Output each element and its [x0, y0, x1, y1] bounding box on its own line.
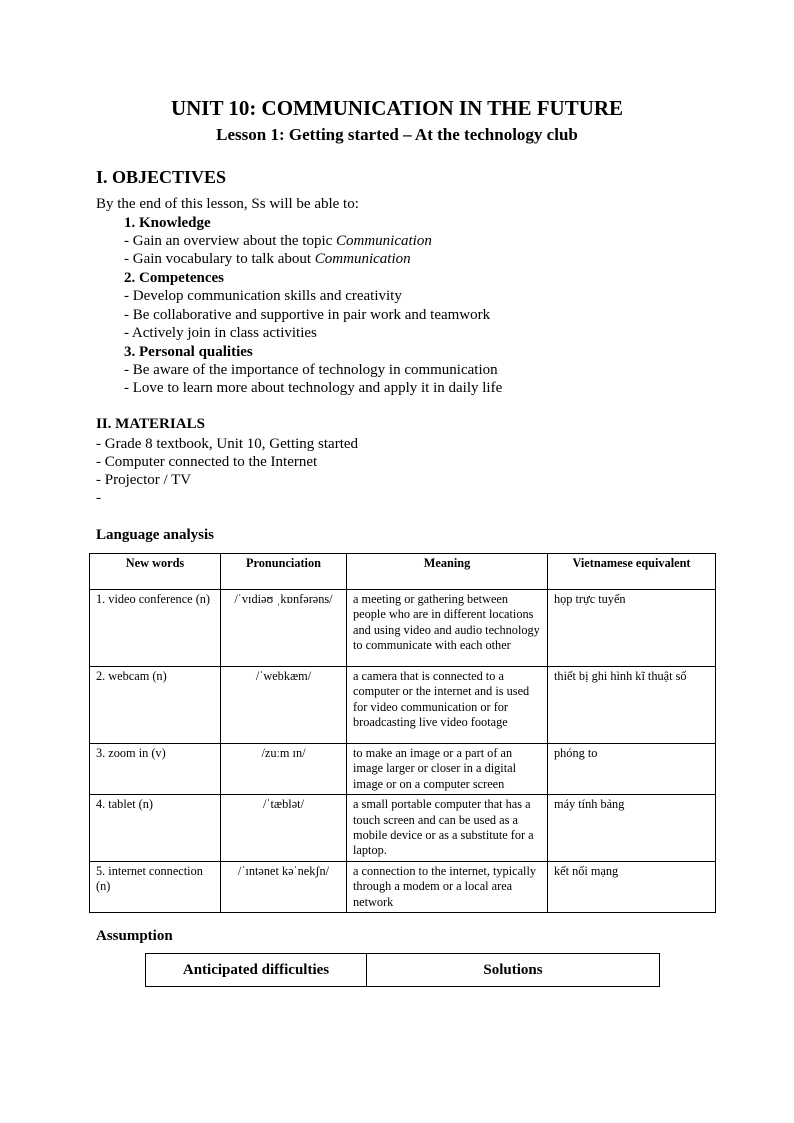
pronunciation-cell: /ˈwebkæm/	[221, 667, 347, 744]
column-header-new-words: New words	[90, 554, 221, 590]
table-row	[90, 795, 716, 862]
meaning-cell: to make an image or a part of an image larger or closer in a digital image or on a computer screen	[347, 744, 548, 795]
materials-item-3: - Projector / TV	[96, 472, 192, 488]
assumption-table	[145, 953, 660, 987]
knowledge-item-1-text: - Gain an overview about the topic	[124, 233, 337, 249]
vietnamese-cell: thiết bị ghi hình kĩ thuật số	[548, 667, 716, 744]
materials-item-2: - Computer connected to the Internet	[96, 454, 318, 470]
vietnamese-cell: kết nối mạng	[548, 861, 716, 912]
assumption-header-row	[146, 954, 660, 987]
table-row	[90, 590, 716, 667]
word-cell: 1. video conference (n)	[90, 590, 221, 667]
word-cell: 3. zoom in (v)	[90, 744, 221, 795]
materials-item-4: -	[96, 490, 101, 506]
knowledge-item-2-text: - Gain vocabulary to talk about	[124, 251, 315, 267]
word-cell: 4. tablet (n)	[90, 795, 221, 862]
objectives-intro: By the end of this lesson, Ss will be able to:	[96, 196, 359, 212]
knowledge-heading: 1. Knowledge	[124, 215, 211, 231]
knowledge-item-1	[124, 232, 432, 250]
column-header-solutions: Solutions	[367, 954, 660, 987]
competences-heading: 2. Competences	[124, 270, 224, 286]
knowledge-item-1-emphasis: Communication	[336, 233, 432, 249]
knowledge-item-2-emphasis: Communication	[314, 251, 411, 267]
competences-item-2: - Be collaborative and supportive in pair work and teamwork	[124, 307, 491, 323]
table-row	[90, 744, 716, 795]
assumption-heading: Assumption	[96, 928, 173, 944]
vietnamese-cell: máy tính bảng	[548, 795, 716, 862]
materials-heading: II. MATERIALS	[96, 416, 205, 432]
meaning-cell: a meeting or gathering between people who are in different locations and using video and audio technology to communicate with each other	[347, 590, 548, 667]
qualities-item-1: - Be aware of the importance of technology in communication	[124, 362, 498, 378]
language-analysis-heading: Language analysis	[96, 527, 214, 543]
pronunciation-cell: /ˈtæblət/	[221, 795, 347, 862]
competences-item-1: - Develop communication skills and creativity	[124, 288, 402, 304]
qualities-item-2: - Love to learn more about technology and apply it in daily life	[124, 380, 503, 396]
lesson-subtitle: Lesson 1: Getting started – At the technology club	[216, 125, 578, 144]
column-header-meaning: Meaning	[347, 554, 548, 590]
meaning-cell: a connection to the internet, typically through a modem or a local area network	[347, 861, 548, 912]
word-cell: 5. internet connection (n)	[90, 861, 221, 912]
knowledge-item-2	[124, 250, 411, 268]
unit-title: UNIT 10: COMMUNICATION IN THE FUTURE	[170, 96, 624, 120]
table-header-row	[90, 554, 716, 590]
pronunciation-cell: /zuːm ɪn/	[221, 744, 347, 795]
objectives-heading: I. OBJECTIVES	[96, 167, 227, 187]
table-row	[90, 667, 716, 744]
qualities-heading: 3. Personal qualities	[124, 344, 253, 360]
competences-item-3: - Actively join in class activities	[124, 325, 317, 341]
table-row	[90, 861, 716, 912]
column-header-vietnamese: Vietnamese equivalent	[548, 554, 716, 590]
vietnamese-cell: phóng to	[548, 744, 716, 795]
word-cell: 2. webcam (n)	[90, 667, 221, 744]
pronunciation-cell: /ˈɪntənet kəˈnekʃn/	[221, 861, 347, 912]
pronunciation-cell: /ˈvɪdiəʊ ˌkɒnfərəns/	[221, 590, 347, 667]
column-header-pronunciation: Pronunciation	[221, 554, 347, 590]
materials-item-1: - Grade 8 textbook, Unit 10, Getting started	[96, 436, 359, 452]
meaning-cell: a camera that is connected to a computer or the internet and is used for video communication or for broadcasting live video footage	[347, 667, 548, 744]
language-analysis-table	[89, 553, 716, 913]
column-header-difficulties: Anticipated difficulties	[146, 954, 367, 987]
vietnamese-cell: họp trực tuyến	[548, 590, 716, 667]
meaning-cell: a small portable computer that has a touch screen and can be used as a mobile device or as a substitute for a laptop.	[347, 795, 548, 862]
